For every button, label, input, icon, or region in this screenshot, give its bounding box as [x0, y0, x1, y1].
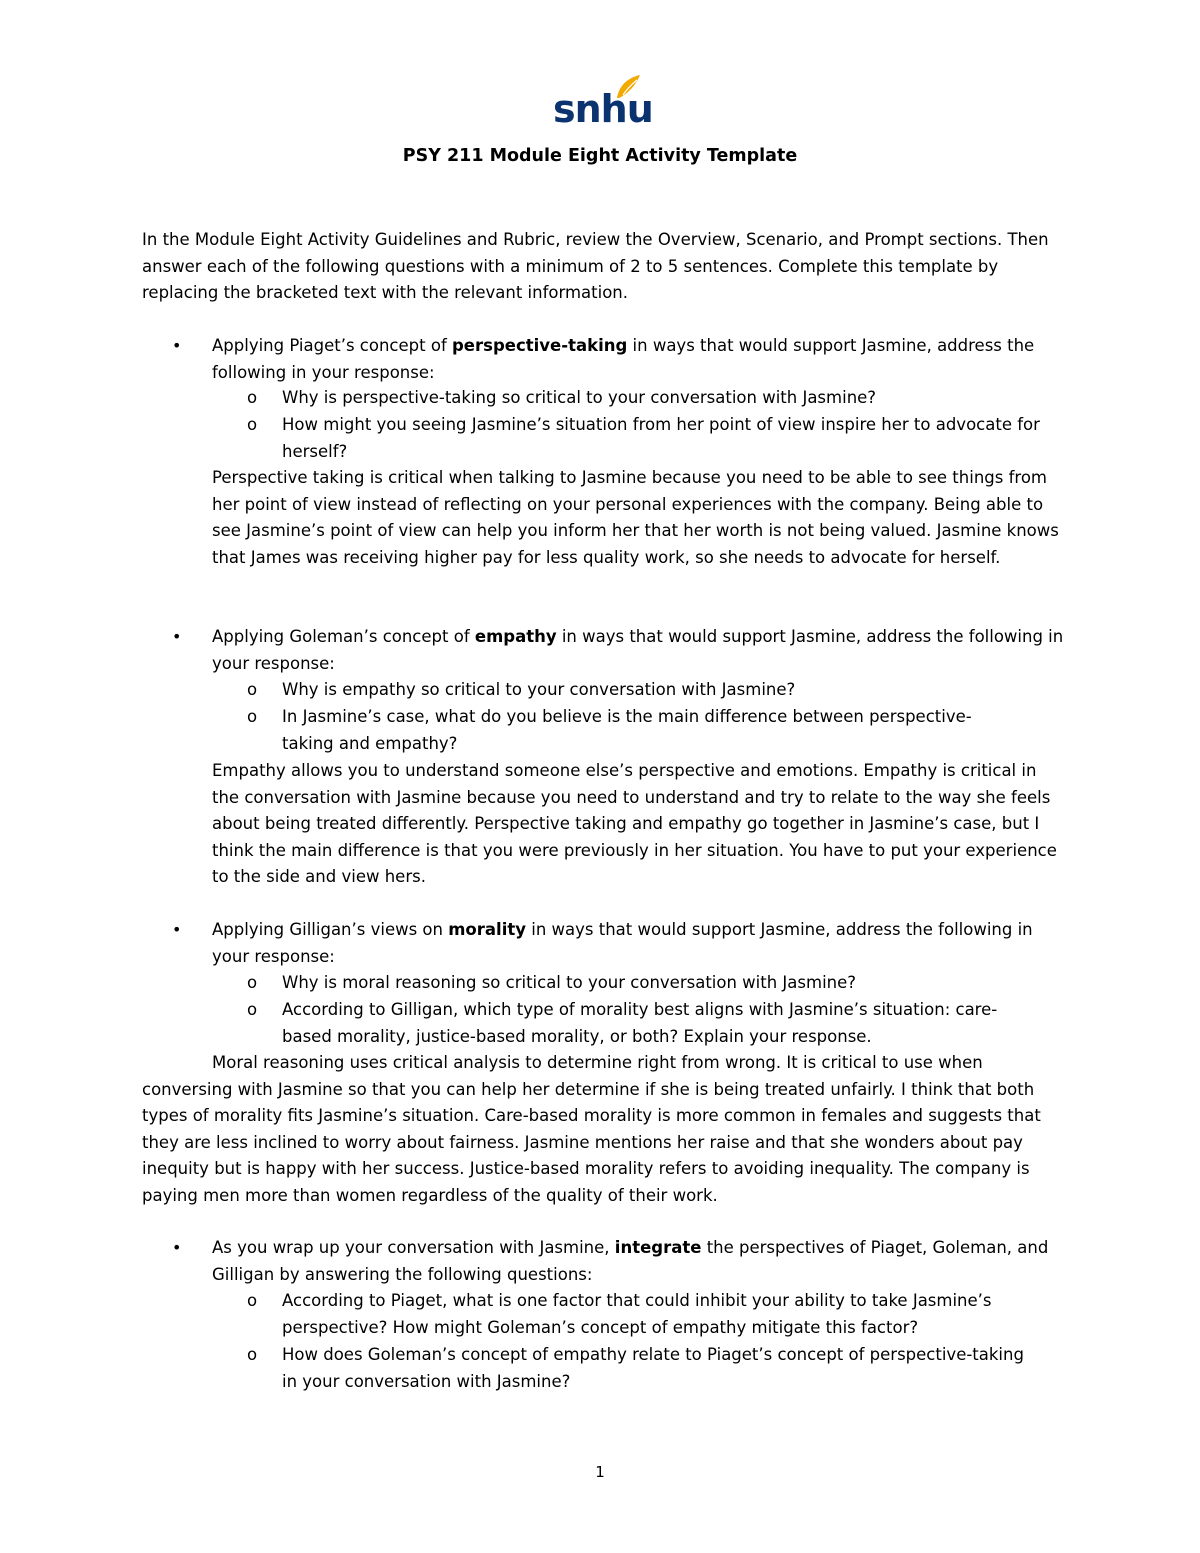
answer-paragraph: Perspective taking is critical when talking to Jasmine because you need to be able to see things from her point of view instead of reflecting on your personal experiences with the company. Being able to see Jasmine’s point of view can help you inform her that her worth is not being valued. Jasmine knows that James was receiving higher pay for less quality work, so she needs to advocate for herself.: [212, 468, 1059, 567]
answer-paragraph: Empathy allows you to understand someone else’s perspective and emotions. Empathy is critical in the conversation with Jasmine because you need to understand and try to relate to the way she feels about being treated differently. Perspective taking and empathy go together in Jasmine’s case, but I think the main difference is that you were previously in her situation. You have to put your experience to the side and view hers.: [212, 761, 1057, 886]
bullet-text: As you wrap up your conversation with Jasmine, integrate the perspectives of Piaget, Goleman, and Gilligan by answering the following questions:: [212, 1238, 1049, 1284]
snhu-logo: [553, 72, 653, 134]
intro-paragraph: In the Module Eight Activity Guidelines and Rubric, review the Overview, Scenario, and Prompt sections. Then answer each of the following questions with a minimum of 2 to 5 sentences. Complete this template by replacing the bracketed text with the relevant information.: [142, 230, 1049, 302]
document-page: snhu PSY 211 Module Eight Activity Template In the Module Eight Activity Guidelines and Rubric, review the Overview, Scenario, and Prompt sections. Then answer each of the following questions with a minimum of 2 to 5 sentences. Complete this template by replacing the bracketed text with the relevant information. • Applying Piaget’s concept of perspective-taking in ways that would support Jasmine, address the following in your response: o Why is perspective-taking so critical to your conversation with Jasmine? o How might you seeing Jasmine’s situation from her point of view inspire her to advocate for herself? Perspective taking is critical when talking to Jasmine because you need to be able to see things from her point of view instead of reflecting on your personal experiences with the company. Being able to see Jasmine’s point of view can help you inform her that her worth is not being valued. Jasmine knows that James was receiving higher pay for less quality work, so she needs to advocate for herself. • Applying Goleman’s concept of empathy in ways that would support Jasmine, address the following in your response: o Why is empathy so critical to your conversation with Jasmine? o In Jasmine’s case, what do you believe is the main difference between perspective-taking and empathy? Empathy allows you to understand someone else’s perspective and emotions. Empathy is critical in the conversation with Jasmine because you need to understand and try to relate to the way she feels about being treated differently. Perspective taking and empathy go together in Jasmine’s case, but I think the main difference is that you were previously in her situation. You have to put your experience to the side and view hers. • Applying Gilligan’s views on morality in ways that would support Jasmine, address the following in your response: o Why is moral reasoning so critical to your conversation with Jasmine? o According to Gilligan, which type of morality best aligns with Jasmine’s situation: care-based morality, justice-based morality, or both? Explain your response. Moral reasoning uses critical analysis to determine right from wrong. It is critical to use when conversing with Jasmine so that you can help her determine if she is being treated unfairly. I think that both types of morality fits Jasmine’s situation. Care-based morality is more common in females and suggests that they are less inclined to worry about fairness. Jasmine mentions her raise and that she wonders about pay inequity but is happy with her success. Justice-based morality refers to avoiding inequality. The company is paying men more than women regardless of the quality of their work. • As you wrap up your conversation with Jasmine, integrate the perspectives of Piaget, Goleman, and Gilligan by answering the following questions: o According to Piaget, what is one factor that could inhibit your ability to take Jasmine’s perspective? How might Goleman’s concept of empathy mitigate this factor? o How does Goleman’s concept of empathy relate to Piaget’s concept of perspective-taking in your conversation with Jasmine? 1: [0, 0, 1200, 1553]
bullet-text: Applying Piaget’s concept of perspective-taking in ways that would support Jasmine, address the following in your response:: [212, 336, 1035, 382]
answer-paragraph: Moral reasoning uses critical analysis to determine right from wrong. It is critical to use when conversing with Jasmine so that you can help her determine if she is being treated unfairly. I think that both types of morality fits Jasmine’s situation. Care-based morality is more common in females and suggests that they are less inclined to worry about fairness. Jasmine mentions her raise and that she wonders about pay inequity but is happy with her success. Justice-based morality refers to avoiding inequality. The company is paying men more than women regardless of the quality of their work.: [142, 1053, 1041, 1205]
page-title: PSY 211 Module Eight Activity Template: [402, 146, 798, 166]
bullet-text: Applying Goleman’s concept of empathy in ways that would support Jasmine, address the following in your response:: [212, 627, 1064, 673]
bullet-text: Applying Gilligan’s views on morality in ways that would support Jasmine, address the following in your response:: [212, 920, 1033, 966]
page-number: 1: [595, 1463, 605, 1481]
logo-wordmark: snhu: [553, 87, 653, 131]
bullet-marker: •: [172, 336, 182, 355]
